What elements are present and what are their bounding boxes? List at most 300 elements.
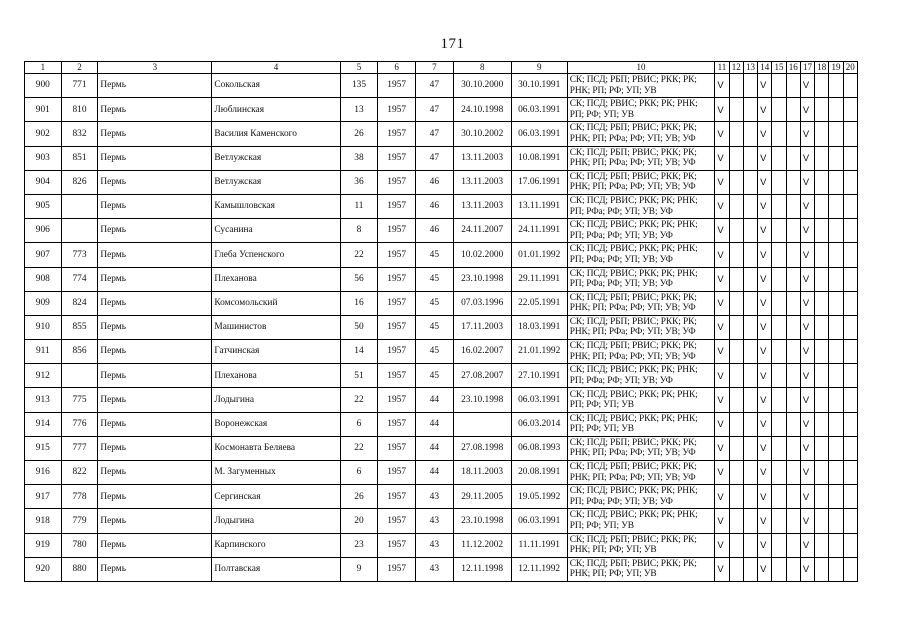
empty-cell [786, 291, 800, 315]
table-row [25, 74, 858, 98]
row-mark-17: V [800, 98, 814, 122]
row-city: Пермь [98, 364, 212, 388]
empty-cell [772, 74, 786, 98]
row-mark-17: V [800, 291, 814, 315]
row-mark-11: V [715, 412, 729, 436]
row-code [61, 364, 98, 388]
row-code: 778 [61, 485, 98, 509]
row-date2: 06.03.1991 [511, 509, 567, 533]
empty-cell [786, 509, 800, 533]
empty-cell [829, 98, 843, 122]
column-header: 13 [743, 62, 757, 74]
row-types: СК; ПСД; РБП; РВИС; РКК; РК; РНК; РП; РФа; РФ; УП; УВ; УФ [567, 315, 715, 339]
empty-cell [786, 388, 800, 412]
empty-cell [843, 340, 857, 364]
row-house: 6 [340, 412, 378, 436]
table-row [25, 485, 858, 509]
row-types: СК; ПСД; РВИС; РКК; РК; РНК; РП; РФ; УП; УВ [567, 388, 715, 412]
row-street: Василия Каменского [212, 122, 340, 146]
row-date1: 27.08.1998 [453, 436, 511, 460]
empty-cell [786, 412, 800, 436]
column-header: 4 [212, 62, 340, 74]
column-header: 19 [829, 62, 843, 74]
empty-cell [743, 461, 757, 485]
row-date1: 24.10.1998 [453, 98, 511, 122]
empty-cell [743, 146, 757, 170]
row-number: 902 [25, 122, 62, 146]
column-header: 5 [340, 62, 378, 74]
row-col7: 46 [416, 194, 454, 218]
row-street: Плеханова [212, 267, 340, 291]
empty-cell [772, 485, 786, 509]
row-year: 1957 [378, 509, 416, 533]
row-street: Ветлужская [212, 146, 340, 170]
empty-cell [786, 557, 800, 581]
row-types: СК; ПСД; РВИС; РКК; РК; РНК; РП; РФа; РФ; УП; УВ; УФ [567, 267, 715, 291]
row-number: 905 [25, 194, 62, 218]
row-street: Гатчинская [212, 340, 340, 364]
empty-cell [829, 388, 843, 412]
empty-cell [786, 533, 800, 557]
empty-cell [815, 315, 829, 339]
empty-cell [729, 146, 743, 170]
empty-cell [829, 315, 843, 339]
row-street: Люблинская [212, 98, 340, 122]
row-types: СК; ПСД; РБП; РВИС; РКК; РК; РНК; РП; РФа; РФ; УП; УВ; УФ [567, 146, 715, 170]
row-mark-11: V [715, 267, 729, 291]
row-code: 774 [61, 267, 98, 291]
row-col7: 44 [416, 388, 454, 412]
row-city: Пермь [98, 243, 212, 267]
empty-cell [772, 146, 786, 170]
empty-cell [772, 533, 786, 557]
row-code: 855 [61, 315, 98, 339]
column-header: 15 [772, 62, 786, 74]
row-house: 36 [340, 170, 378, 194]
empty-cell [843, 243, 857, 267]
row-col7: 44 [416, 461, 454, 485]
row-year: 1957 [378, 340, 416, 364]
row-types: СК; ПСД; РВИС; РКК; РК; РНК; РП; РФа; РФ; УП; УВ; УФ [567, 485, 715, 509]
empty-cell [743, 122, 757, 146]
empty-cell [829, 509, 843, 533]
row-col7: 47 [416, 74, 454, 98]
empty-cell [772, 412, 786, 436]
row-date2: 29.11.1991 [511, 267, 567, 291]
row-col7: 46 [416, 170, 454, 194]
row-code: 771 [61, 74, 98, 98]
row-year: 1957 [378, 170, 416, 194]
row-date1: 10.02.2000 [453, 243, 511, 267]
row-col7: 47 [416, 98, 454, 122]
empty-cell [829, 533, 843, 557]
row-types: СК; ПСД; РБП; РВИС; РКК; РК; РНК; РП; РФ; УП; УВ [567, 74, 715, 98]
row-mark-17: V [800, 194, 814, 218]
empty-cell [772, 194, 786, 218]
empty-cell [829, 267, 843, 291]
row-number: 916 [25, 461, 62, 485]
empty-cell [772, 170, 786, 194]
row-date1: 13.11.2003 [453, 170, 511, 194]
header-row [25, 62, 858, 74]
row-city: Пермь [98, 98, 212, 122]
row-house: 38 [340, 146, 378, 170]
row-city: Пермь [98, 122, 212, 146]
row-mark-14: V [758, 557, 772, 581]
row-mark-14: V [758, 122, 772, 146]
row-code: 880 [61, 557, 98, 581]
empty-cell [743, 267, 757, 291]
row-date2: 10.08.1991 [511, 146, 567, 170]
row-street: Космонавта Беляева [212, 436, 340, 460]
row-mark-14: V [758, 170, 772, 194]
empty-cell [843, 533, 857, 557]
row-year: 1957 [378, 364, 416, 388]
empty-cell [843, 436, 857, 460]
table-row [25, 461, 858, 485]
row-date2: 19.05.1992 [511, 485, 567, 509]
empty-cell [843, 291, 857, 315]
row-code: 779 [61, 509, 98, 533]
row-city: Пермь [98, 267, 212, 291]
empty-cell [843, 388, 857, 412]
row-mark-17: V [800, 340, 814, 364]
empty-cell [729, 509, 743, 533]
empty-cell [729, 533, 743, 557]
empty-cell [729, 436, 743, 460]
empty-cell [729, 194, 743, 218]
table-row [25, 194, 858, 218]
row-mark-11: V [715, 98, 729, 122]
row-city: Пермь [98, 485, 212, 509]
row-mark-11: V [715, 122, 729, 146]
row-number: 919 [25, 533, 62, 557]
row-city: Пермь [98, 412, 212, 436]
row-code: 810 [61, 98, 98, 122]
row-code [61, 219, 98, 243]
empty-cell [843, 74, 857, 98]
row-city: Пермь [98, 557, 212, 581]
empty-cell [786, 461, 800, 485]
table-row [25, 291, 858, 315]
empty-cell [772, 98, 786, 122]
row-col7: 47 [416, 122, 454, 146]
row-year: 1957 [378, 267, 416, 291]
row-mark-11: V [715, 509, 729, 533]
row-mark-11: V [715, 243, 729, 267]
empty-cell [843, 146, 857, 170]
row-mark-17: V [800, 412, 814, 436]
empty-cell [815, 267, 829, 291]
empty-cell [786, 267, 800, 291]
row-year: 1957 [378, 557, 416, 581]
row-number: 917 [25, 485, 62, 509]
empty-cell [829, 243, 843, 267]
row-year: 1957 [378, 412, 416, 436]
row-date1: 30.10.2000 [453, 74, 511, 98]
row-types: СК; ПСД; РБП; РВИС; РКК; РК; РНК; РП; РФа; РФ; УП; УВ; УФ [567, 291, 715, 315]
row-col7: 46 [416, 219, 454, 243]
row-mark-17: V [800, 485, 814, 509]
row-mark-11: V [715, 461, 729, 485]
row-mark-17: V [800, 146, 814, 170]
empty-cell [743, 436, 757, 460]
empty-cell [829, 194, 843, 218]
empty-cell [743, 315, 757, 339]
empty-cell [743, 243, 757, 267]
row-street: Сусанина [212, 219, 340, 243]
empty-cell [829, 74, 843, 98]
row-date2: 06.03.1991 [511, 122, 567, 146]
empty-cell [815, 146, 829, 170]
row-mark-14: V [758, 74, 772, 98]
row-house: 20 [340, 509, 378, 533]
row-number: 907 [25, 243, 62, 267]
row-mark-11: V [715, 485, 729, 509]
row-street: Сергинская [212, 485, 340, 509]
row-date2: 30.10.1991 [511, 74, 567, 98]
empty-cell [772, 291, 786, 315]
row-number: 910 [25, 315, 62, 339]
empty-cell [815, 194, 829, 218]
empty-cell [729, 315, 743, 339]
table-row [25, 315, 858, 339]
row-date1: 16.02.2007 [453, 340, 511, 364]
row-street: Машинистов [212, 315, 340, 339]
row-mark-11: V [715, 170, 729, 194]
row-date2: 06.03.1991 [511, 388, 567, 412]
empty-cell [729, 412, 743, 436]
empty-cell [772, 509, 786, 533]
row-date1: 29.11.2005 [453, 485, 511, 509]
empty-cell [829, 340, 843, 364]
row-mark-14: V [758, 509, 772, 533]
row-house: 23 [340, 533, 378, 557]
row-date2: 24.11.1991 [511, 219, 567, 243]
empty-cell [743, 219, 757, 243]
row-date2: 27.10.1991 [511, 364, 567, 388]
empty-cell [743, 194, 757, 218]
row-street: Плеханова [212, 364, 340, 388]
column-header: 18 [815, 62, 829, 74]
row-street: Глеба Успенского [212, 243, 340, 267]
empty-cell [786, 219, 800, 243]
row-mark-14: V [758, 243, 772, 267]
row-types: СК; ПСД; РВИС; РКК; РК; РНК; РП; РФа; РФ; УП; УВ; УФ [567, 194, 715, 218]
empty-cell [772, 557, 786, 581]
empty-cell [772, 461, 786, 485]
row-code: 777 [61, 436, 98, 460]
row-house: 8 [340, 219, 378, 243]
row-date1: 23.10.1998 [453, 509, 511, 533]
row-house: 26 [340, 122, 378, 146]
table-row [25, 219, 858, 243]
row-mark-17: V [800, 267, 814, 291]
empty-cell [743, 340, 757, 364]
row-mark-14: V [758, 194, 772, 218]
table-row [25, 436, 858, 460]
column-header: 10 [567, 62, 715, 74]
row-code: 822 [61, 461, 98, 485]
row-year: 1957 [378, 98, 416, 122]
empty-cell [829, 461, 843, 485]
row-types: СК; ПСД; РВИС; РКК; РК; РНК; РП; РФа; РФ; УП; УВ; УФ [567, 243, 715, 267]
row-city: Пермь [98, 340, 212, 364]
table-row [25, 243, 858, 267]
column-header: 16 [786, 62, 800, 74]
row-types: СК; ПСД; РВИС; РКК; РК; РНК; РП; РФ; УП; УВ [567, 98, 715, 122]
empty-cell [772, 122, 786, 146]
empty-cell [786, 243, 800, 267]
row-mark-14: V [758, 315, 772, 339]
row-street: Полтавская [212, 557, 340, 581]
row-types: СК; ПСД; РВИС; РКК; РК; РНК; РП; РФ; УП; УВ [567, 412, 715, 436]
empty-cell [729, 340, 743, 364]
row-code: 824 [61, 291, 98, 315]
empty-cell [815, 291, 829, 315]
empty-cell [743, 485, 757, 509]
row-mark-14: V [758, 388, 772, 412]
empty-cell [743, 98, 757, 122]
column-header: 9 [511, 62, 567, 74]
empty-cell [815, 388, 829, 412]
row-code: 775 [61, 388, 98, 412]
table-row [25, 364, 858, 388]
row-col7: 45 [416, 340, 454, 364]
row-street: Воронежская [212, 412, 340, 436]
empty-cell [729, 98, 743, 122]
empty-cell [786, 98, 800, 122]
table-row [25, 340, 858, 364]
row-date2: 06.08.1993 [511, 436, 567, 460]
row-house: 13 [340, 98, 378, 122]
row-code: 773 [61, 243, 98, 267]
empty-cell [729, 243, 743, 267]
row-house: 16 [340, 291, 378, 315]
empty-cell [843, 509, 857, 533]
empty-cell [729, 291, 743, 315]
row-street: Карпинского [212, 533, 340, 557]
empty-cell [829, 412, 843, 436]
row-code: 826 [61, 170, 98, 194]
row-year: 1957 [378, 436, 416, 460]
row-date1: 11.12.2002 [453, 533, 511, 557]
row-col7: 43 [416, 533, 454, 557]
row-house: 6 [340, 461, 378, 485]
empty-cell [829, 436, 843, 460]
empty-cell [772, 267, 786, 291]
row-year: 1957 [378, 243, 416, 267]
row-date2: 17.06.1991 [511, 170, 567, 194]
row-house: 9 [340, 557, 378, 581]
row-year: 1957 [378, 388, 416, 412]
row-date2: 18.03.1991 [511, 315, 567, 339]
row-date2: 01.01.1992 [511, 243, 567, 267]
row-city: Пермь [98, 291, 212, 315]
empty-cell [743, 170, 757, 194]
row-mark-17: V [800, 122, 814, 146]
row-number: 901 [25, 98, 62, 122]
empty-cell [786, 194, 800, 218]
empty-cell [843, 194, 857, 218]
empty-cell [843, 364, 857, 388]
row-code: 851 [61, 146, 98, 170]
row-col7: 45 [416, 364, 454, 388]
row-mark-14: V [758, 291, 772, 315]
empty-cell [815, 340, 829, 364]
empty-cell [815, 436, 829, 460]
column-header: 14 [758, 62, 772, 74]
row-mark-14: V [758, 461, 772, 485]
row-year: 1957 [378, 122, 416, 146]
empty-cell [729, 485, 743, 509]
empty-cell [729, 219, 743, 243]
column-header: 20 [843, 62, 857, 74]
empty-cell [829, 364, 843, 388]
row-number: 904 [25, 170, 62, 194]
column-header: 1 [25, 62, 62, 74]
table-body [25, 74, 858, 582]
empty-cell [829, 485, 843, 509]
column-header: 7 [416, 62, 454, 74]
row-year: 1957 [378, 315, 416, 339]
row-number: 900 [25, 74, 62, 98]
row-city: Пермь [98, 146, 212, 170]
row-mark-17: V [800, 315, 814, 339]
row-mark-14: V [758, 436, 772, 460]
row-city: Пермь [98, 461, 212, 485]
row-city: Пермь [98, 194, 212, 218]
row-number: 909 [25, 291, 62, 315]
row-col7: 45 [416, 267, 454, 291]
row-mark-11: V [715, 436, 729, 460]
row-street: Ветлужская [212, 170, 340, 194]
empty-cell [815, 219, 829, 243]
empty-cell [786, 170, 800, 194]
empty-cell [772, 436, 786, 460]
row-year: 1957 [378, 533, 416, 557]
empty-cell [843, 122, 857, 146]
empty-cell [772, 340, 786, 364]
empty-cell [743, 291, 757, 315]
row-city: Пермь [98, 315, 212, 339]
row-city: Пермь [98, 533, 212, 557]
empty-cell [829, 291, 843, 315]
row-house: 22 [340, 243, 378, 267]
empty-cell [743, 412, 757, 436]
row-code: 856 [61, 340, 98, 364]
column-header: 8 [453, 62, 511, 74]
row-year: 1957 [378, 485, 416, 509]
column-header: 12 [729, 62, 743, 74]
row-year: 1957 [378, 74, 416, 98]
row-number: 912 [25, 364, 62, 388]
row-code: 832 [61, 122, 98, 146]
empty-cell [772, 364, 786, 388]
empty-cell [772, 243, 786, 267]
empty-cell [843, 485, 857, 509]
row-mark-17: V [800, 170, 814, 194]
table-row [25, 412, 858, 436]
row-year: 1957 [378, 194, 416, 218]
row-city: Пермь [98, 170, 212, 194]
table-row [25, 98, 858, 122]
empty-cell [786, 146, 800, 170]
row-city: Пермь [98, 219, 212, 243]
row-date1: 12.11.1998 [453, 557, 511, 581]
row-mark-11: V [715, 146, 729, 170]
row-city: Пермь [98, 436, 212, 460]
